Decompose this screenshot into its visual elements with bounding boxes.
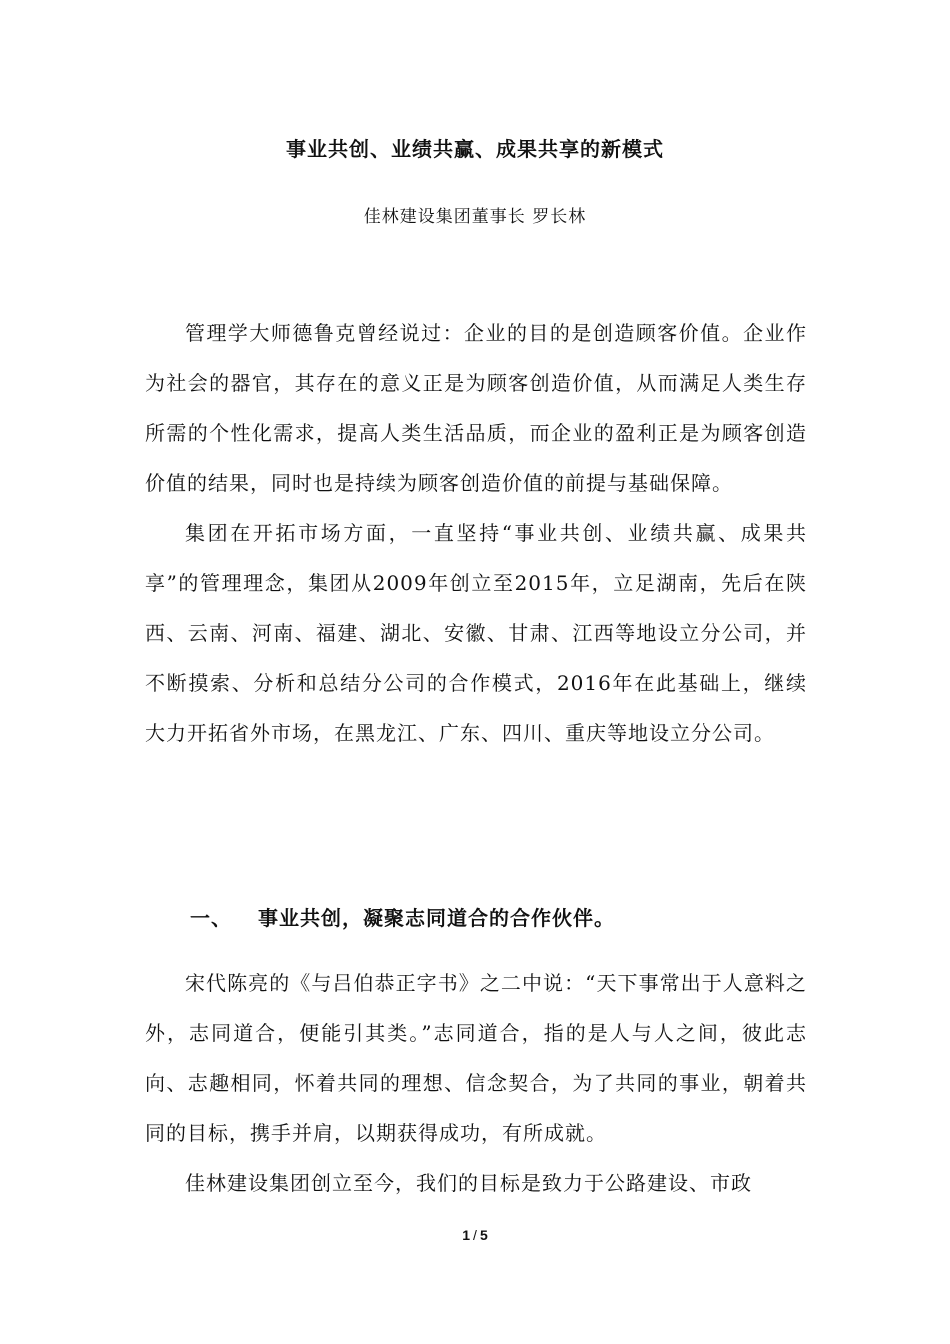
page-separator: / bbox=[473, 1227, 477, 1243]
author-line: 佳林建设集团董事长 罗长林 bbox=[363, 207, 587, 227]
current-page: 1 bbox=[462, 1227, 471, 1243]
section-heading bbox=[190, 902, 615, 931]
page-number bbox=[0, 1227, 950, 1243]
section-number: 一、 bbox=[190, 906, 232, 930]
section-body bbox=[145, 958, 807, 1208]
intro-section bbox=[145, 308, 807, 758]
paragraph: 佳林建设集团创立至今，我们的目标是致力于公路建设、市政 bbox=[185, 1171, 752, 1195]
paragraph: 集团在开拓市场方面，一直坚持“事业共创、业绩共赢、成果共享”的管理理念，集团从2009年创立至2015年，立足湖南，先后在陕西、云南、河南、福建、湖北、安徽、甘肃、江西等地设立分公司，并不断摸索、分析和总结分公司的合作模式，2016年在此基础上，继续大力开拓省外市场，在黑龙江、广东、四川、重庆等地设立分公司。 bbox=[145, 521, 807, 745]
document-title: 事业共创、业绩共赢、成果共享的新模式 bbox=[286, 137, 664, 161]
section-heading-text: 事业共创，凝聚志同道合的合作伙伴。 bbox=[258, 906, 615, 930]
paragraph: 管理学大师德鲁克曾经说过：企业的目的是创造顾客价值。企业作为社会的器官，其存在的意义正是为顾客创造价值，从而满足人类生存所需的个性化需求，提高人类生活品质，而企业的盈利正是为顾客创造价值的结果，同时也是持续为顾客创造价值的前提与基础保障。 bbox=[145, 321, 807, 495]
paragraph: 宋代陈亮的《与吕伯恭正字书》之二中说：“天下事常出于人意料之外，志同道合，便能引其类。”志同道合，指的是人与人之间，彼此志向、志趣相同，怀着共同的理想、信念契合，为了共同的事业，朝着共同的目标，携手并肩，以期获得成功，有所成就。 bbox=[145, 971, 807, 1145]
total-pages: 5 bbox=[479, 1227, 488, 1243]
